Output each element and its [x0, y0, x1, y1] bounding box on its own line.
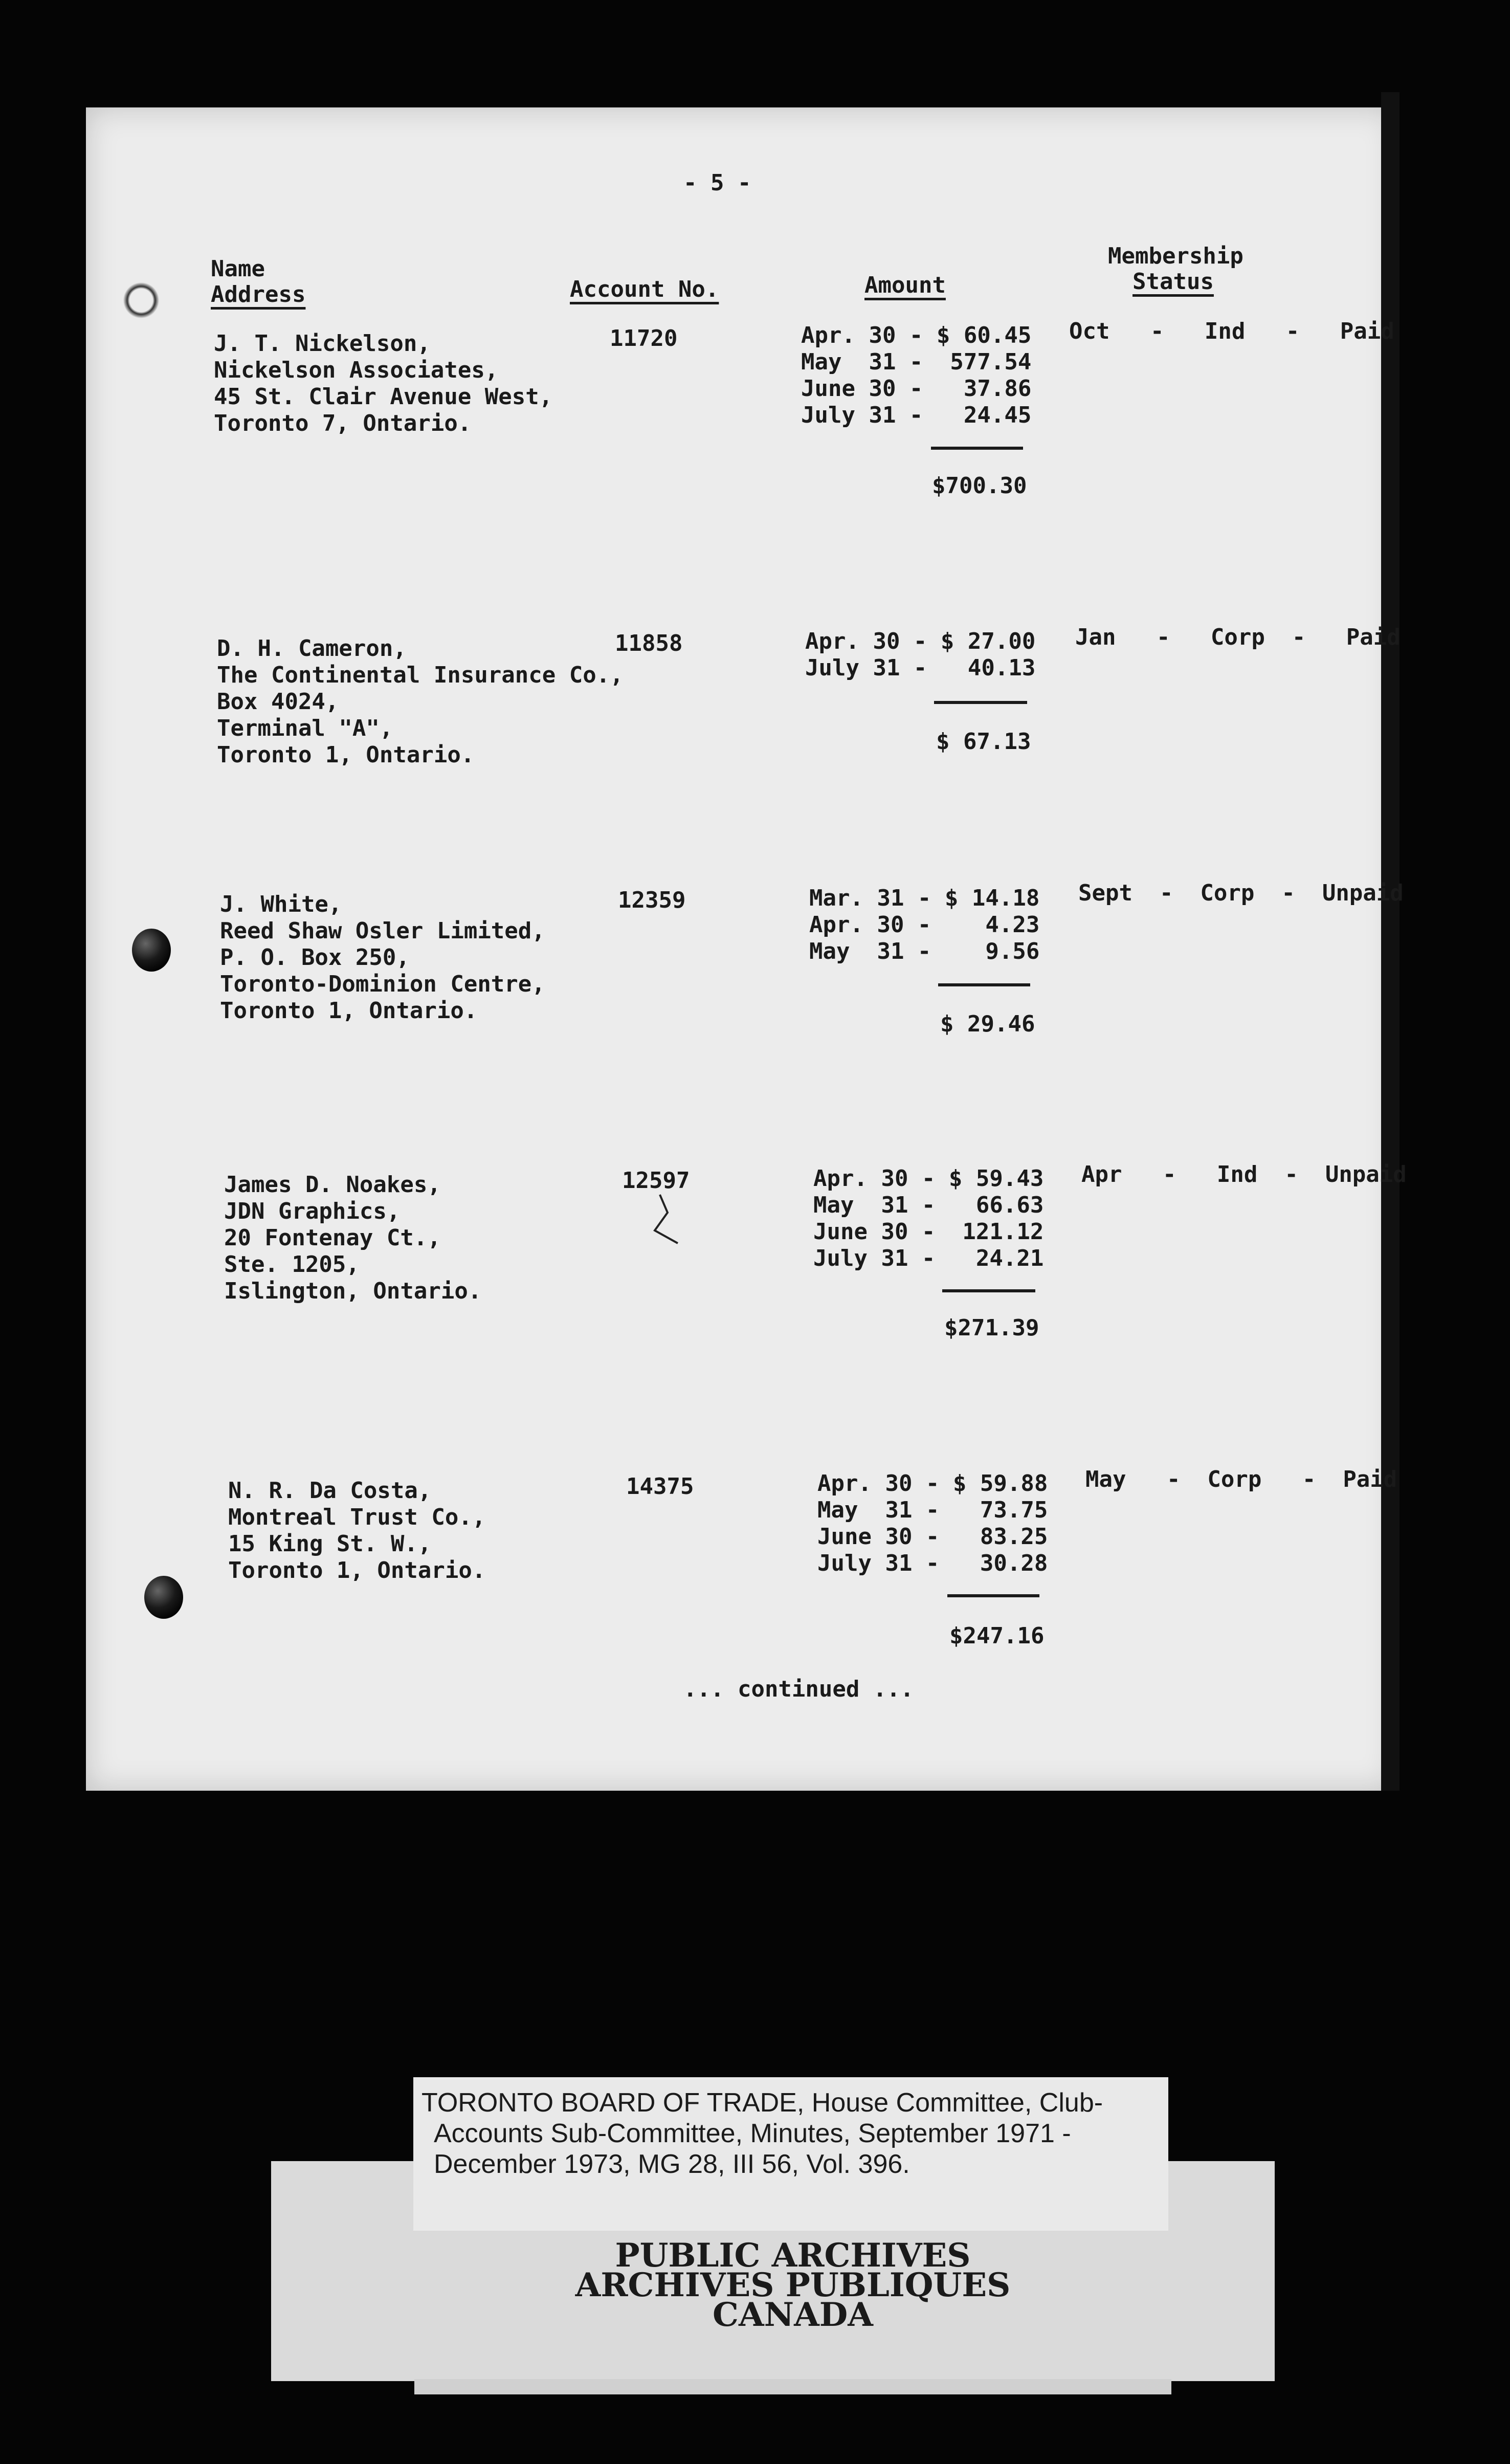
- amount-line: June 30 - 83.25: [817, 1524, 1048, 1550]
- account-number: 14375: [626, 1473, 694, 1500]
- address-line: P. O. Box 250,: [220, 944, 410, 971]
- amount-line: May 31 - 577.54: [801, 349, 1032, 375]
- address-line: Terminal "A",: [217, 715, 393, 741]
- address-line: JDN Graphics,: [224, 1198, 401, 1224]
- handwritten-mark: [650, 1192, 685, 1248]
- total-rule: [931, 447, 1023, 450]
- amount-line: Apr. 30 - 4.23: [809, 912, 1040, 938]
- amount-line: July 31 - 24.21: [813, 1245, 1044, 1271]
- archive-stamp-line: ARCHIVES PUBLIQUES: [575, 2266, 1011, 2304]
- address-line: James D. Noakes,: [224, 1172, 441, 1198]
- amount-line: June 30 - 37.86: [801, 376, 1032, 402]
- membership-status: Jan - Corp - Paid: [1075, 624, 1401, 650]
- header-amount: Amount: [864, 272, 946, 298]
- amount-line: June 30 - 121.12: [813, 1219, 1044, 1245]
- header-name: Name: [211, 256, 265, 282]
- amount-line: Apr. 30 - $ 59.43: [813, 1165, 1044, 1192]
- header-status: Status: [1132, 269, 1214, 295]
- address-line: N. R. Da Costa,: [228, 1478, 432, 1504]
- membership-status: Apr - Ind - Unpaid: [1081, 1161, 1407, 1187]
- header-membership: Membership: [1108, 243, 1243, 269]
- address-line: 15 King St. W.,: [228, 1531, 432, 1557]
- total-amount: $ 29.46: [940, 1011, 1035, 1037]
- amount-line: Mar. 31 - $ 14.18: [809, 885, 1040, 911]
- membership-status: Oct - Ind - Paid: [1069, 318, 1394, 344]
- archive-stamp: [419, 2236, 1166, 2379]
- address-line: Box 4024,: [217, 689, 339, 715]
- mount-base: [414, 2379, 1171, 2394]
- address-line: Reed Shaw Osler Limited,: [220, 918, 545, 944]
- address-line: Toronto 1, Ontario.: [220, 998, 478, 1024]
- address-line: 20 Fontenay Ct.,: [224, 1225, 441, 1251]
- address-line: Ste. 1205,: [224, 1251, 360, 1278]
- total-amount: $ 67.13: [936, 729, 1031, 755]
- total-amount: $700.30: [932, 473, 1027, 499]
- total-rule: [947, 1594, 1039, 1597]
- account-number: 11720: [610, 325, 678, 351]
- amount-line: July 31 - 24.45: [801, 402, 1032, 428]
- header-address: Address: [211, 281, 306, 307]
- address-line: J. White,: [220, 891, 342, 917]
- address-line: D. H. Cameron,: [217, 635, 407, 662]
- address-line: J. T. Nickelson,: [214, 331, 431, 357]
- archive-stamp-line: PUBLIC ARCHIVES: [615, 2236, 971, 2275]
- amount-line: Apr. 30 - $ 27.00: [805, 628, 1036, 654]
- address-line: Montreal Trust Co.,: [228, 1504, 486, 1530]
- punch-hole-bottom: [144, 1576, 183, 1619]
- total-rule: [938, 983, 1030, 986]
- amount-line: Apr. 30 - $ 59.88: [817, 1470, 1048, 1497]
- page-number: - 5 -: [683, 170, 751, 196]
- header-account-no: Account No.: [570, 276, 719, 302]
- total-amount: $271.39: [944, 1315, 1039, 1341]
- address-line: 45 St. Clair Avenue West,: [214, 384, 553, 410]
- address-line: Nickelson Associates,: [214, 357, 499, 383]
- amount-line: May 31 - 9.56: [809, 938, 1040, 964]
- address-line: Toronto-Dominion Centre,: [220, 971, 545, 997]
- account-number: 12359: [618, 887, 686, 913]
- address-line: Toronto 1, Ontario.: [228, 1557, 486, 1583]
- archive-label-line: December 1973, MG 28, III 56, Vol. 396.: [434, 2149, 910, 2179]
- amount-line: May 31 - 66.63: [813, 1192, 1044, 1218]
- membership-status: May - Corp - Paid: [1085, 1466, 1397, 1492]
- archive-label-line: TORONTO BOARD OF TRADE, House Committee, Club-: [421, 2088, 1103, 2118]
- amount-line: Apr. 30 - $ 60.45: [801, 322, 1032, 348]
- page-edge-shadow: [1381, 92, 1400, 1791]
- address-line: Islington, Ontario.: [224, 1278, 482, 1304]
- address-line: The Continental Insurance Co.,: [217, 662, 624, 688]
- address-line: Toronto 7, Ontario.: [214, 410, 472, 436]
- punch-hole-middle: [132, 929, 171, 972]
- archive-label-line: Accounts Sub-Committee, Minutes, September 1971 -: [434, 2119, 1071, 2148]
- account-number: 11858: [615, 630, 683, 656]
- amount-line: July 31 - 30.28: [817, 1550, 1048, 1576]
- amount-line: May 31 - 73.75: [817, 1497, 1048, 1523]
- continued-footer: ... continued ...: [683, 1676, 914, 1702]
- total-rule: [942, 1289, 1035, 1292]
- total-amount: $247.16: [949, 1623, 1045, 1649]
- total-rule: [934, 701, 1027, 704]
- archive-label: [413, 2077, 1168, 2231]
- archive-stamp-line: CANADA: [713, 2296, 873, 2334]
- punch-hole-top: [122, 279, 161, 322]
- membership-status: Sept - Corp - Unpaid: [1078, 880, 1404, 906]
- amount-line: July 31 - 40.13: [805, 655, 1036, 681]
- account-number: 12597: [622, 1168, 690, 1194]
- address-line: Toronto 1, Ontario.: [217, 742, 475, 768]
